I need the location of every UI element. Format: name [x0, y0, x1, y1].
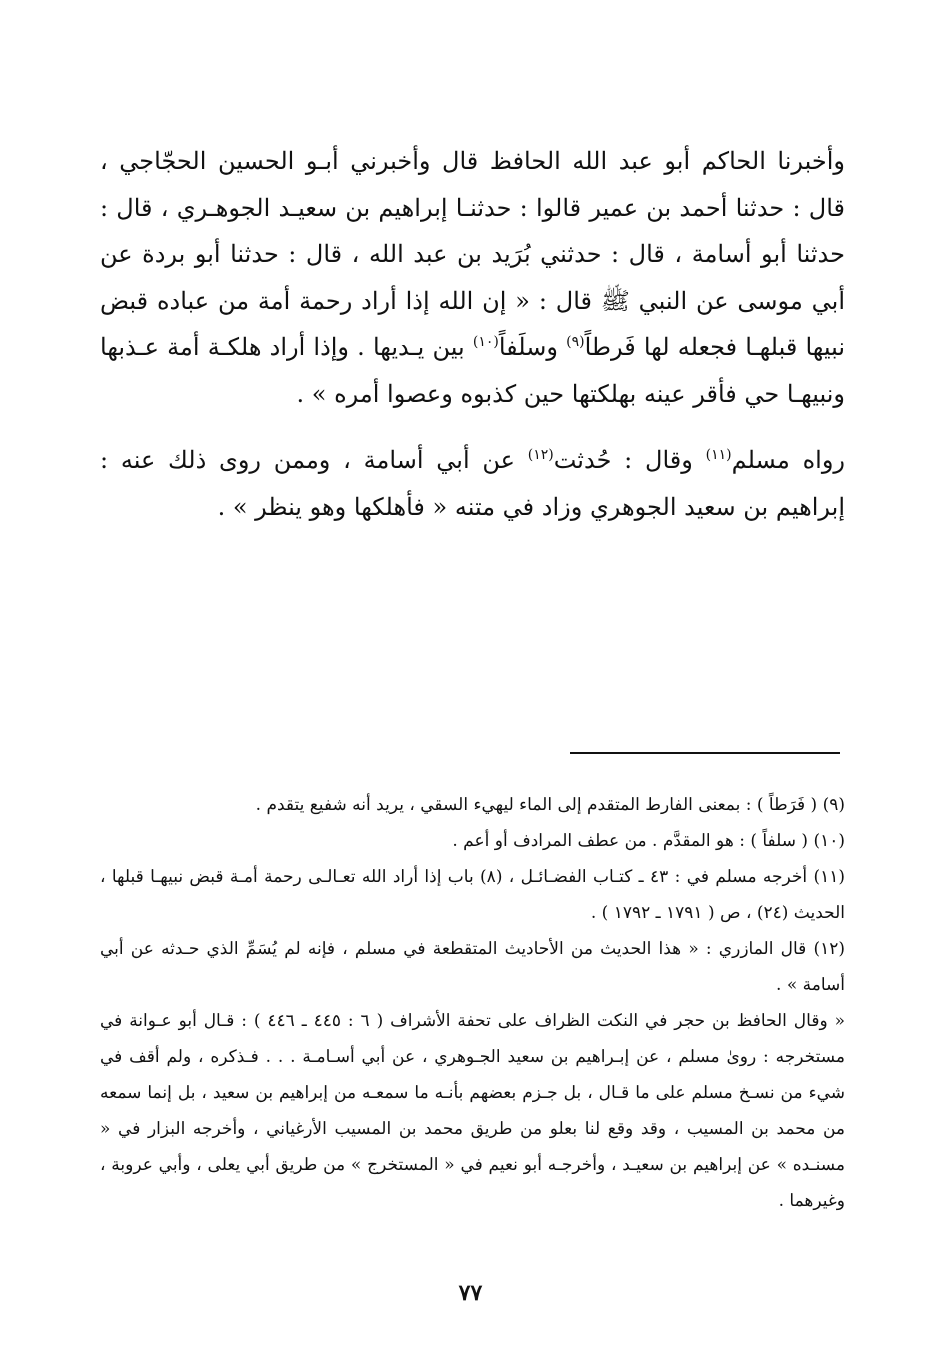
footnote-12: (١٢) قال المازري : « هذا الحديث من الأحاديث المتقطعة في مسلم ، فإنه لم يُسَمِّ الذي حـدثه عن أبي أسامة » .: [100, 939, 845, 995]
paragraph-1-end: بين يـديها . وإذا أراد هلكـة أمة عـذبها ونبيهـا حي فأقر عينه بهلكتها حين كذبوه وعصوا أمره » .: [100, 333, 845, 408]
paragraph-1: [100, 138, 845, 417]
paragraph-2: [100, 437, 845, 530]
footnote-10: (١٠) ( سلفاً ) : هو المقدَّم . من عطف المرادف أو أعم .: [452, 831, 845, 851]
paragraph-1-mid: وسلَفاً: [498, 333, 567, 361]
paragraph-2-start: رواه مسلم: [731, 446, 846, 474]
footnote-11: (١١) أخرجه مسلم في : ٤٣ ـ كتـاب الفضـائـل ، (٨) باب إذا أراد الله تعـالـى رحمة أمـة قبض نبيهـا قبلها ، الحديث (٢٤) ، ص ( ١٧٩١ ـ ١٧٩٢ ) .: [100, 867, 846, 923]
footnotes: [100, 787, 845, 1219]
footnote-separator: [570, 752, 840, 754]
footnote-ref-9: (٩): [566, 334, 585, 350]
footnote-9: (٩) ( فَرَطاً ) : بمعنى الفارط المتقدم إلى الماء ليهيء السقي ، يريد أنه شفيع يتقدم .: [255, 795, 845, 815]
footnote-ref-12: (١٢): [527, 447, 554, 463]
footnote-ref-11: (١١): [705, 447, 732, 463]
paragraph-2-mid: وقال : حُدثت: [553, 446, 706, 474]
paragraph-1-start: وأخبرنا الحاكم أبو عبد الله الحافظ قال وأخبرني أبـو الحسين الحجّاجي ، قال : حدثنا أحمد بن عمير قالوا : حدثنـا إبراهيم بن سعيـد الجوهـري ، قال : حدثنا أبو أسامة ، قال : حدثني بُرَيد بن عبد الله ، قال : حدثنا أبو بردة عن أبي موسى عن النبي ﷺ قال : « إن الله إذا أراد رحمة أمة من عباده قبض نبيها قبلهـا فجعله لها فَرطاً: [100, 147, 846, 361]
paragraph-2-end: عن أبي أسامة ، وممن روى ذلك عنه : إبراهيم بن سعيد الجوهري وزاد في متنه « فأهلكها وهو ينظر » .: [100, 446, 845, 521]
footnote-ref-10: (١٠): [472, 334, 499, 350]
main-text: [100, 138, 845, 530]
page-number: ٧٧: [458, 1280, 483, 1306]
footnote-12-quote: « وقال الحافظ بن حجر في النكت الظراف على تحفة الأشراف ( ٦ : ٤٤٥ ـ ٤٤٦ ) : قـال أبو عـوانة في مستخرجه : روىٰ مسلم ، عن إبـراهيم بن سعيد الجـوهري ، عن أبي أسـامـة . . . فـذكره ، ولم أقف في شيء من نسـخ مسلم على ما قـال ، بل جـزم بعضهم بأنـه ما سمعـه من إبراهيم بن سعيد ، بل إنما سمعه من محمد بن المسيب ، وقد وقع لنا بعلو من طريق محمد بن المسيب الأرغياني ، وأخرجه البزار في « مسنـده » عن إبراهيم بن سعيـد ، وأخرجـه أبو نعيم في « المستخرج » من طريق أبي يعلى ، وأبي عروبة ، وغيرهما .: [100, 1011, 845, 1211]
